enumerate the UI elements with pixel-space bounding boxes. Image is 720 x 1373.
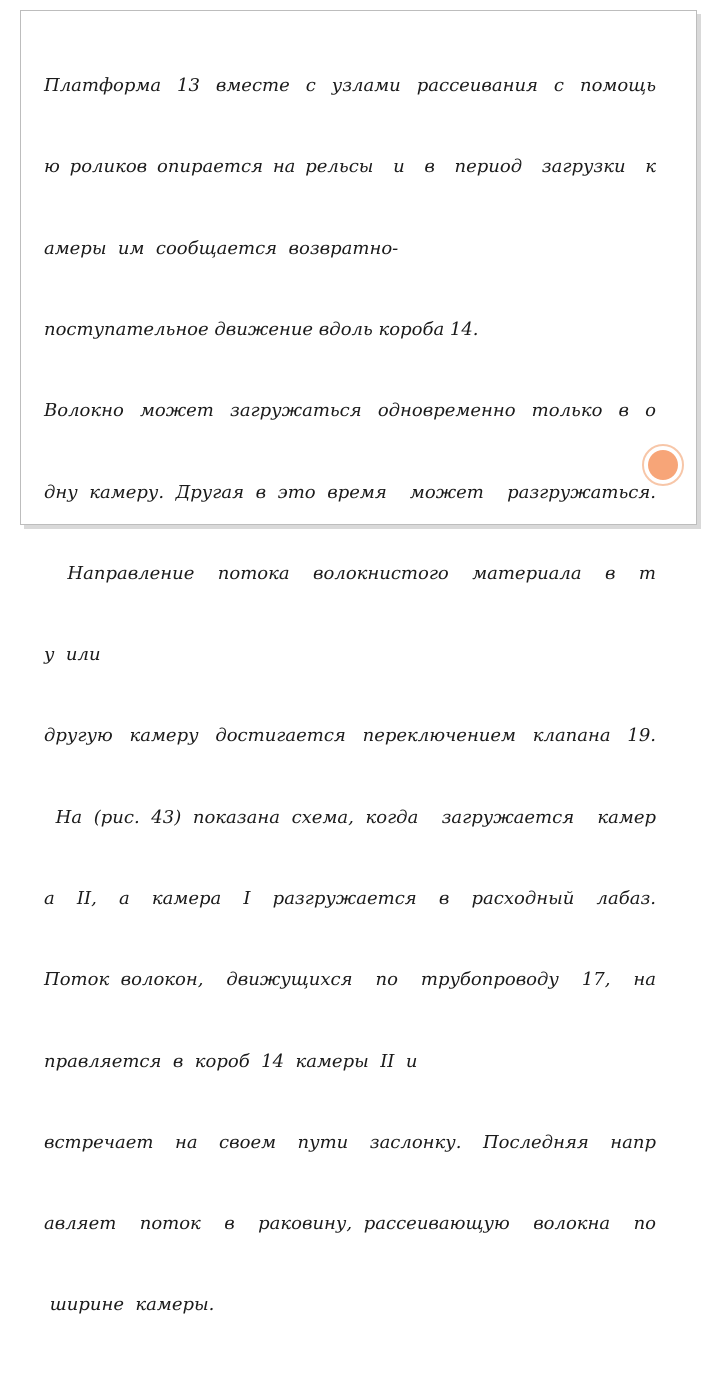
text-line: правляется в короб 14 камеры II и — [44, 1050, 418, 1072]
body-text — [44, 18, 656, 1373]
text-line: поступательное движение вдоль короба 14. — [44, 319, 479, 341]
decorative-circle — [648, 450, 678, 480]
text-line: амеры им сообщается возвратно- — [44, 237, 399, 259]
text-line: ширине камеры. — [44, 1294, 215, 1316]
text-line: а II, а камера I разгружается в расходный лабаз. — [44, 888, 656, 909]
text-line: дну камеру. Другая в это время может разгружаться. — [44, 481, 656, 503]
text-line: авляет поток в раковину, рассеивающую волокна по — [44, 1213, 656, 1235]
text-line: другую камеру достигается переключением клапана 19. — [44, 725, 656, 747]
text-line: На (рис. 43) показана схема, когда загружается камер — [44, 806, 656, 828]
frame-shadow-right — [697, 14, 701, 528]
text-line: Направление потока волокнистого материала в т — [44, 562, 656, 584]
text-line: Платформа 13 вместе с узлами рассеивания с помощь — [44, 75, 656, 97]
text-line: встречает на своем пути заслонку. Последняя напр — [44, 1131, 656, 1153]
text-line: у или — [44, 644, 101, 666]
text-line: Волокно может загружаться одновременно только в о — [44, 400, 656, 422]
text-line: Поток волокон, движущихся по трубопроводу 17, на — [44, 969, 656, 991]
text-line: ю роликов опирается на рельсы и в период загрузки к — [44, 156, 656, 178]
